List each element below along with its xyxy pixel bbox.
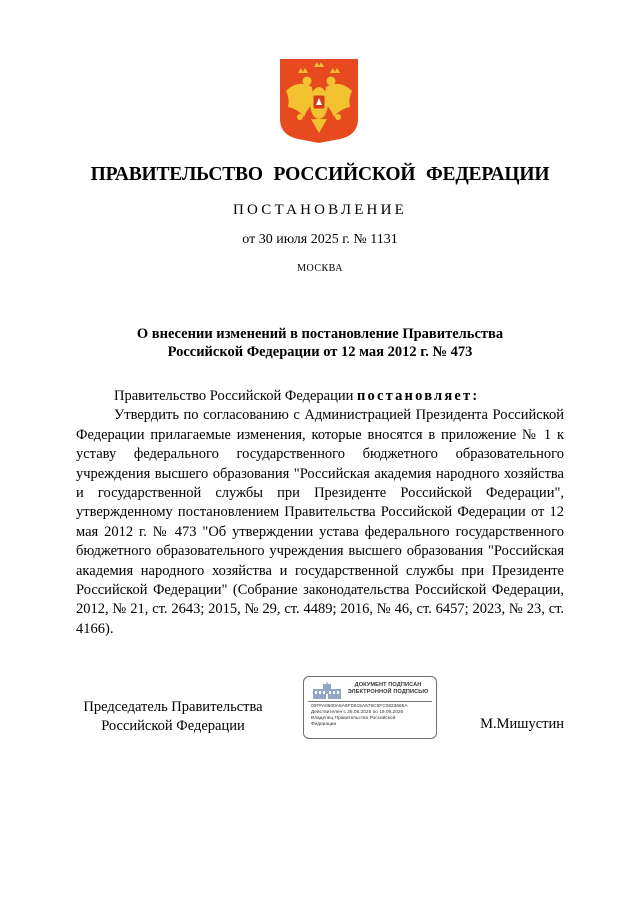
intro-text: Правительство Российской Федерации (114, 388, 357, 404)
stamp-header-line-2: ЭЛЕКТРОННОЙ ПОДПИСЬЮ (347, 689, 429, 695)
document-subject (90, 325, 550, 361)
subject-line-1: О внесении изменений в постановление Правительства (136, 326, 504, 342)
government-building-icon (312, 682, 342, 700)
document-type: ПОСТАНОВЛЕНИЕ (233, 202, 407, 218)
stamp-divider (308, 701, 432, 702)
russian-coat-of-arms-icon (276, 57, 362, 143)
subject-line-2: Российской Федерации от 12 мая 2012 г. № 473 (167, 344, 473, 360)
body-intro (76, 387, 564, 406)
certificate-validity: Действителен с 26.06.2025 по 19.09.2026 (311, 710, 404, 715)
electronic-signature-stamp (303, 676, 437, 739)
decree-word: постановляет: (356, 388, 480, 404)
signatory-position (76, 698, 270, 736)
document-city: МОСКВА (297, 263, 343, 274)
stamp-header-line-1: ДОКУМЕНТ ПОДПИСАН (354, 682, 422, 688)
organization-title: ПРАВИТЕЛЬСТВО РОССИЙСКОЙ ФЕДЕРАЦИИ (90, 164, 550, 185)
document-body (76, 387, 564, 639)
position-line-1: Председатель Правительства (83, 699, 263, 715)
stamp-details (311, 704, 433, 728)
signatory-name: М.Мишустин (480, 716, 564, 732)
certificate-owner-line-2: Федерации (311, 722, 337, 727)
body-paragraph: Утвердить по согласованию с Администрацией Президента Российской Федерации прилагаемые изменения, которые вносятся в приложение № 1 к уставу федерального государственного бюджетного образовательного учреждения высшего образования "Российская академия народного хозяйства и государственной службы при Президенте Российской Федерации", утвержденному постановлением Правительства Российской Федерации от 12 мая 2012 г. № 473 "Об утверждении устава федерального государственного бюджетного образовательного учреждения высшего образования "Российская академия народного хозяйства и государственной службы при Президенте Российской Федерации" (Собрание законодательства Российской Федерации, 2012, № 21, ст. 2643; 2015, № 29, ст. 4489; 2016, № 46, ст. 6457; 2023, № 23, ст. 4166). (76, 407, 564, 637)
certificate-serial: 00FFA0600A5A6FD615A579C5FC0823665A (311, 704, 408, 709)
position-line-2: Российской Федерации (101, 718, 245, 734)
certificate-owner-line-1: Владелец Правительство Российской (311, 716, 396, 721)
stamp-header (344, 682, 432, 696)
document-date-number: от 30 июля 2025 г. № 1131 (242, 232, 398, 247)
